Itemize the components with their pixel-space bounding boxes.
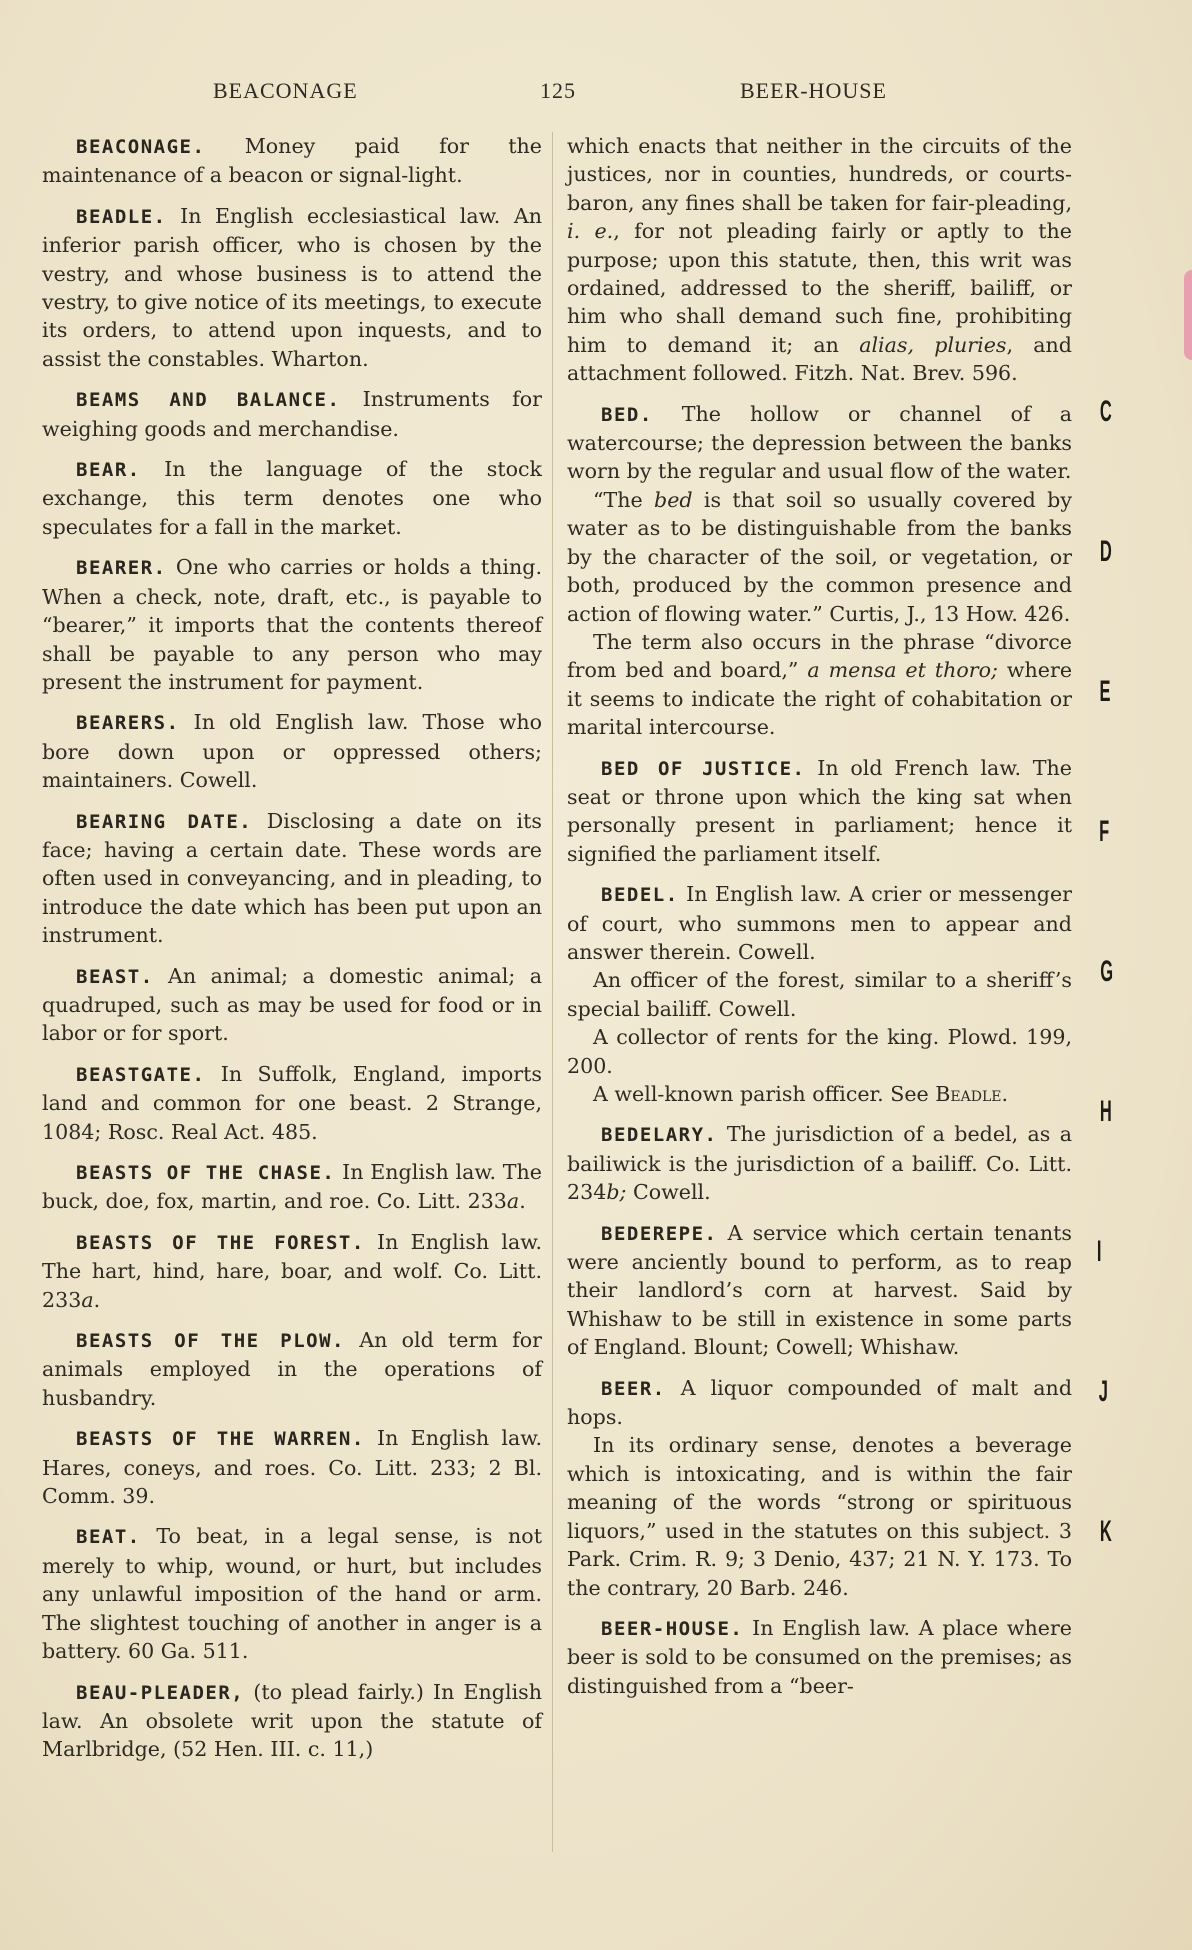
entry-definition: Money paid for the maintenance of a beacon or signal-light.: [42, 134, 542, 188]
dictionary-entry: [42, 455, 542, 541]
entry-term: BEAT.: [76, 1526, 141, 1549]
entry-beer: [567, 1374, 1072, 1602]
dictionary-entry: [42, 1522, 542, 1665]
punctuation: .: [519, 1189, 526, 1214]
page-number: 125: [540, 78, 576, 103]
entry-definition: In English law. A place where beer is sold to be consumed on the premises; as distinguished from a “beer-: [567, 1615, 1072, 1698]
entry-definition: In English law. The hart, hind, hare, boar, and wolf. Co. Litt. 233: [42, 1229, 542, 1312]
thumb-tab-j: J: [1098, 1375, 1108, 1408]
continuation-segment: , for not pleading fairly or aptly to the purpose; upon this statute, then, this writ was ordained, addressed to the sheriff, bailiff, or him who shall demand such fine, prohibiting him to demand it; an: [567, 219, 1072, 357]
dictionary-entry: [42, 1326, 542, 1412]
dictionary-entry: [42, 1158, 542, 1216]
dictionary-entry: [42, 1678, 542, 1764]
entry-term: BEASTGATE.: [76, 1063, 206, 1086]
phrase-text: The term also occurs in the phrase “divorce from bed and board,”: [567, 629, 1072, 683]
header-left-guide-word: BEACONAGE: [213, 78, 358, 103]
entry-definition: The hollow or channel of a watercourse; the depression between the banks worn by the regular and usual flow of the water.: [567, 401, 1072, 484]
thumb-tab-f: F: [1099, 815, 1110, 848]
italic-phrase: alias, pluries: [859, 332, 1007, 357]
entry-term: BEER.: [601, 1377, 666, 1400]
thumb-tab-k: K: [1099, 1515, 1112, 1548]
thumb-index-tabs: [1095, 395, 1125, 1555]
left-column: [42, 132, 542, 1776]
entry-sense: A well-known parish officer. See: [593, 1082, 936, 1106]
entry-definition: An animal; a domestic animal; a quadruped, such as may be used for food or in labor or for sport.: [42, 963, 542, 1046]
entry-definition: In English ecclesiastical law. An inferior parish officer, who is chosen by the vestry, and whose business is to attend the vestry, to give notice of its meetings, to execute its orders, to attend upon inquests, and to assist the constables. Wharton.: [42, 203, 542, 371]
quote-text: is that soil so usually covered by water as to be distinguishable from the banks by the character of the soil, or vegetation, or both, produced by the common presence and action of flowing water.” Curtis, J., 13 How. 426.: [567, 487, 1072, 626]
entry-term: BEAST.: [76, 965, 154, 988]
entry-definition: In English law. The buck, doe, fox, martin, and roe. Co. Litt. 233: [42, 1160, 542, 1214]
continuation-segment: , and attachment followed. Fitzh. Nat. Brev. 596.: [567, 332, 1072, 386]
entry-definition: Disclosing a date on its face; having a certain date. These words are often used in conveyancing, and in pleading, to introduce the date which has been put upon an instrument.: [42, 808, 542, 948]
entry-term: BED.: [601, 403, 653, 426]
italic-suffix: a: [81, 1287, 94, 1312]
entry-definition: In the language of the stock exchange, this term denotes one who speculates for a fall in the market.: [42, 457, 542, 539]
entry-beer-house: [567, 1614, 1072, 1700]
entry-definition: To beat, in a legal sense, is not merely to whip, wound, or hurt, but includes any unlawful imposition of the hand or arm. The slightest touching of another in anger is a battery. 60 Ga. 511.: [42, 1524, 542, 1664]
entry-term: BEASTS OF THE CHASE.: [76, 1162, 336, 1184]
entry-definition: In Suffolk, England, imports land and common for one beast. 2 Strange, 1084; Rosc. Real Act. 485.: [42, 1061, 542, 1144]
thumb-tab-g: G: [1100, 955, 1114, 988]
entry-sense: In its ordinary sense, denotes a beverage which is intoxicating, and is within the fair meaning of the words “strong or spirituous liquors,” used in the statutes on this subject. 3 Park. Crim. R. 9; 3 Denio, 437; 21 N. Y. 173. To the contrary, 20 Barb. 246.: [567, 1433, 1072, 1600]
entry-term: BEACONAGE.: [76, 136, 206, 158]
entry-definition: A service which certain tenants were anciently bound to perform, as to reap their landlord’s corn at harvest. Said by Whishaw to be still in existence in some parts of England. Blount; Cowell; Whishaw.: [567, 1220, 1072, 1360]
punctuation: .: [1001, 1082, 1009, 1106]
entry-bed: [567, 400, 1072, 742]
entry-term: BEARING DATE.: [76, 810, 253, 833]
entry-term: BED OF JUSTICE.: [601, 757, 806, 780]
entry-definition: A liquor compounded of malt and hops.: [567, 1375, 1072, 1430]
dictionary-entry: [42, 202, 542, 373]
entry-definition: The jurisdiction of a bedel, as a bailiwick is the jurisdiction of a bailiff. Co. Litt. 234: [567, 1122, 1072, 1205]
header-right-guide-word: BEER-HOUSE: [740, 78, 887, 103]
continuation-text: [567, 132, 1072, 388]
entry-term: BEASTS OF THE WARREN.: [76, 1428, 365, 1451]
dictionary-entry: [42, 962, 542, 1048]
cross-reference: Beadle: [935, 1082, 1002, 1106]
column-divider: [552, 132, 553, 1852]
entry-definition: One who carries or holds a thing. When a check, note, draft, etc., is payable to “bearer,” it imports that the contents thereof shall be payable to any person who may present the instrument for payment.: [42, 555, 542, 694]
dictionary-entry: [42, 1228, 542, 1314]
entry-definition: In English law. A crier or messenger of court, who summons men to appear and answer therein. Cowell.: [567, 882, 1072, 964]
entry-term: BEAR.: [76, 459, 141, 482]
page-edge-mark: [1184, 270, 1192, 360]
entry-sense: An officer of the forest, similar to a sheriff’s special bailiff. Cowell.: [567, 968, 1072, 1021]
entry-definition: Instruments for weighing goods and merchandise.: [42, 387, 542, 441]
italic-suffix: a: [506, 1189, 520, 1214]
dictionary-entry: [42, 807, 542, 950]
dictionary-entry: [42, 1424, 542, 1510]
citation: Cowell.: [626, 1180, 711, 1205]
entry-term: BEDELARY.: [601, 1124, 718, 1147]
dictionary-entry: [42, 132, 542, 190]
dictionary-entry: [42, 553, 542, 696]
entry-bedelary: [567, 1120, 1072, 1206]
entry-definition: In old French law. The seat or throne upon which the king sat when personally present in parliament; hence it signified the parliament itself.: [567, 755, 1072, 866]
italic-word: b;: [606, 1180, 627, 1205]
dictionary-entry: [42, 385, 542, 443]
entry-term: BEER-HOUSE.: [601, 1617, 744, 1640]
entry-definition: (to plead fairly.) In English law. An obsolete writ upon the statute of Marlbridge, (52 Hen. III. c. 11,): [42, 1679, 542, 1762]
thumb-tab-i: I: [1096, 1235, 1102, 1268]
entry-term: BEARER.: [76, 557, 167, 580]
entry-term: BEDEL.: [601, 884, 679, 907]
entry-term: BEASTS OF THE FOREST.: [76, 1231, 365, 1254]
entry-term: BEAMS AND BALANCE.: [76, 389, 341, 412]
thumb-tab-c: C: [1099, 395, 1112, 428]
entry-term: BEARERS.: [76, 712, 180, 735]
right-column: [567, 132, 1072, 1712]
dictionary-entry: [42, 708, 542, 794]
thumb-tab-e: E: [1099, 675, 1111, 708]
italic-word: bed: [654, 487, 693, 512]
entry-term: BEADLE.: [76, 205, 167, 228]
latin-phrase: a mensa et thoro;: [807, 658, 998, 683]
entry-term: BEAU-PLEADER,: [76, 1681, 245, 1704]
continued-entry: [567, 132, 1072, 388]
entry-bederepe: [567, 1219, 1072, 1362]
entry-definition: In old English law. Those who bore down upon or oppressed others; maintainers. Cowell.: [42, 710, 542, 793]
italic-phrase: i. e.: [567, 219, 614, 244]
entry-term: BEASTS OF THE PLOW.: [76, 1330, 345, 1353]
entry-bedel: [567, 880, 1072, 1108]
dictionary-entry: [42, 1060, 542, 1146]
running-header: [0, 78, 1192, 112]
entry-term: BEDEREPE.: [601, 1222, 718, 1245]
entry-sense: A collector of rents for the king. Plowd. 199, 200.: [567, 1025, 1072, 1078]
entry-definition: An old term for animals employed in the operations of husbandry.: [42, 1328, 542, 1410]
phrase-text: where it seems to indicate the right of cohabitation or marital intercourse.: [567, 658, 1073, 740]
entry-bed-of-justice: [567, 754, 1072, 869]
thumb-tab-h: H: [1099, 1095, 1112, 1128]
continuation-segment: which enacts that neither in the circuits of the justices, nor in counties, hundreds, or courts-baron, any fines shall be taken for fair-pleading,: [567, 134, 1072, 215]
entry-definition: In English law. Hares, coneys, and roes. Co. Litt. 233; 2 Bl. Comm. 39.: [42, 1426, 542, 1509]
thumb-tab-d: D: [1099, 535, 1112, 568]
punctuation: .: [93, 1287, 101, 1312]
quote-text: “The: [593, 487, 655, 512]
